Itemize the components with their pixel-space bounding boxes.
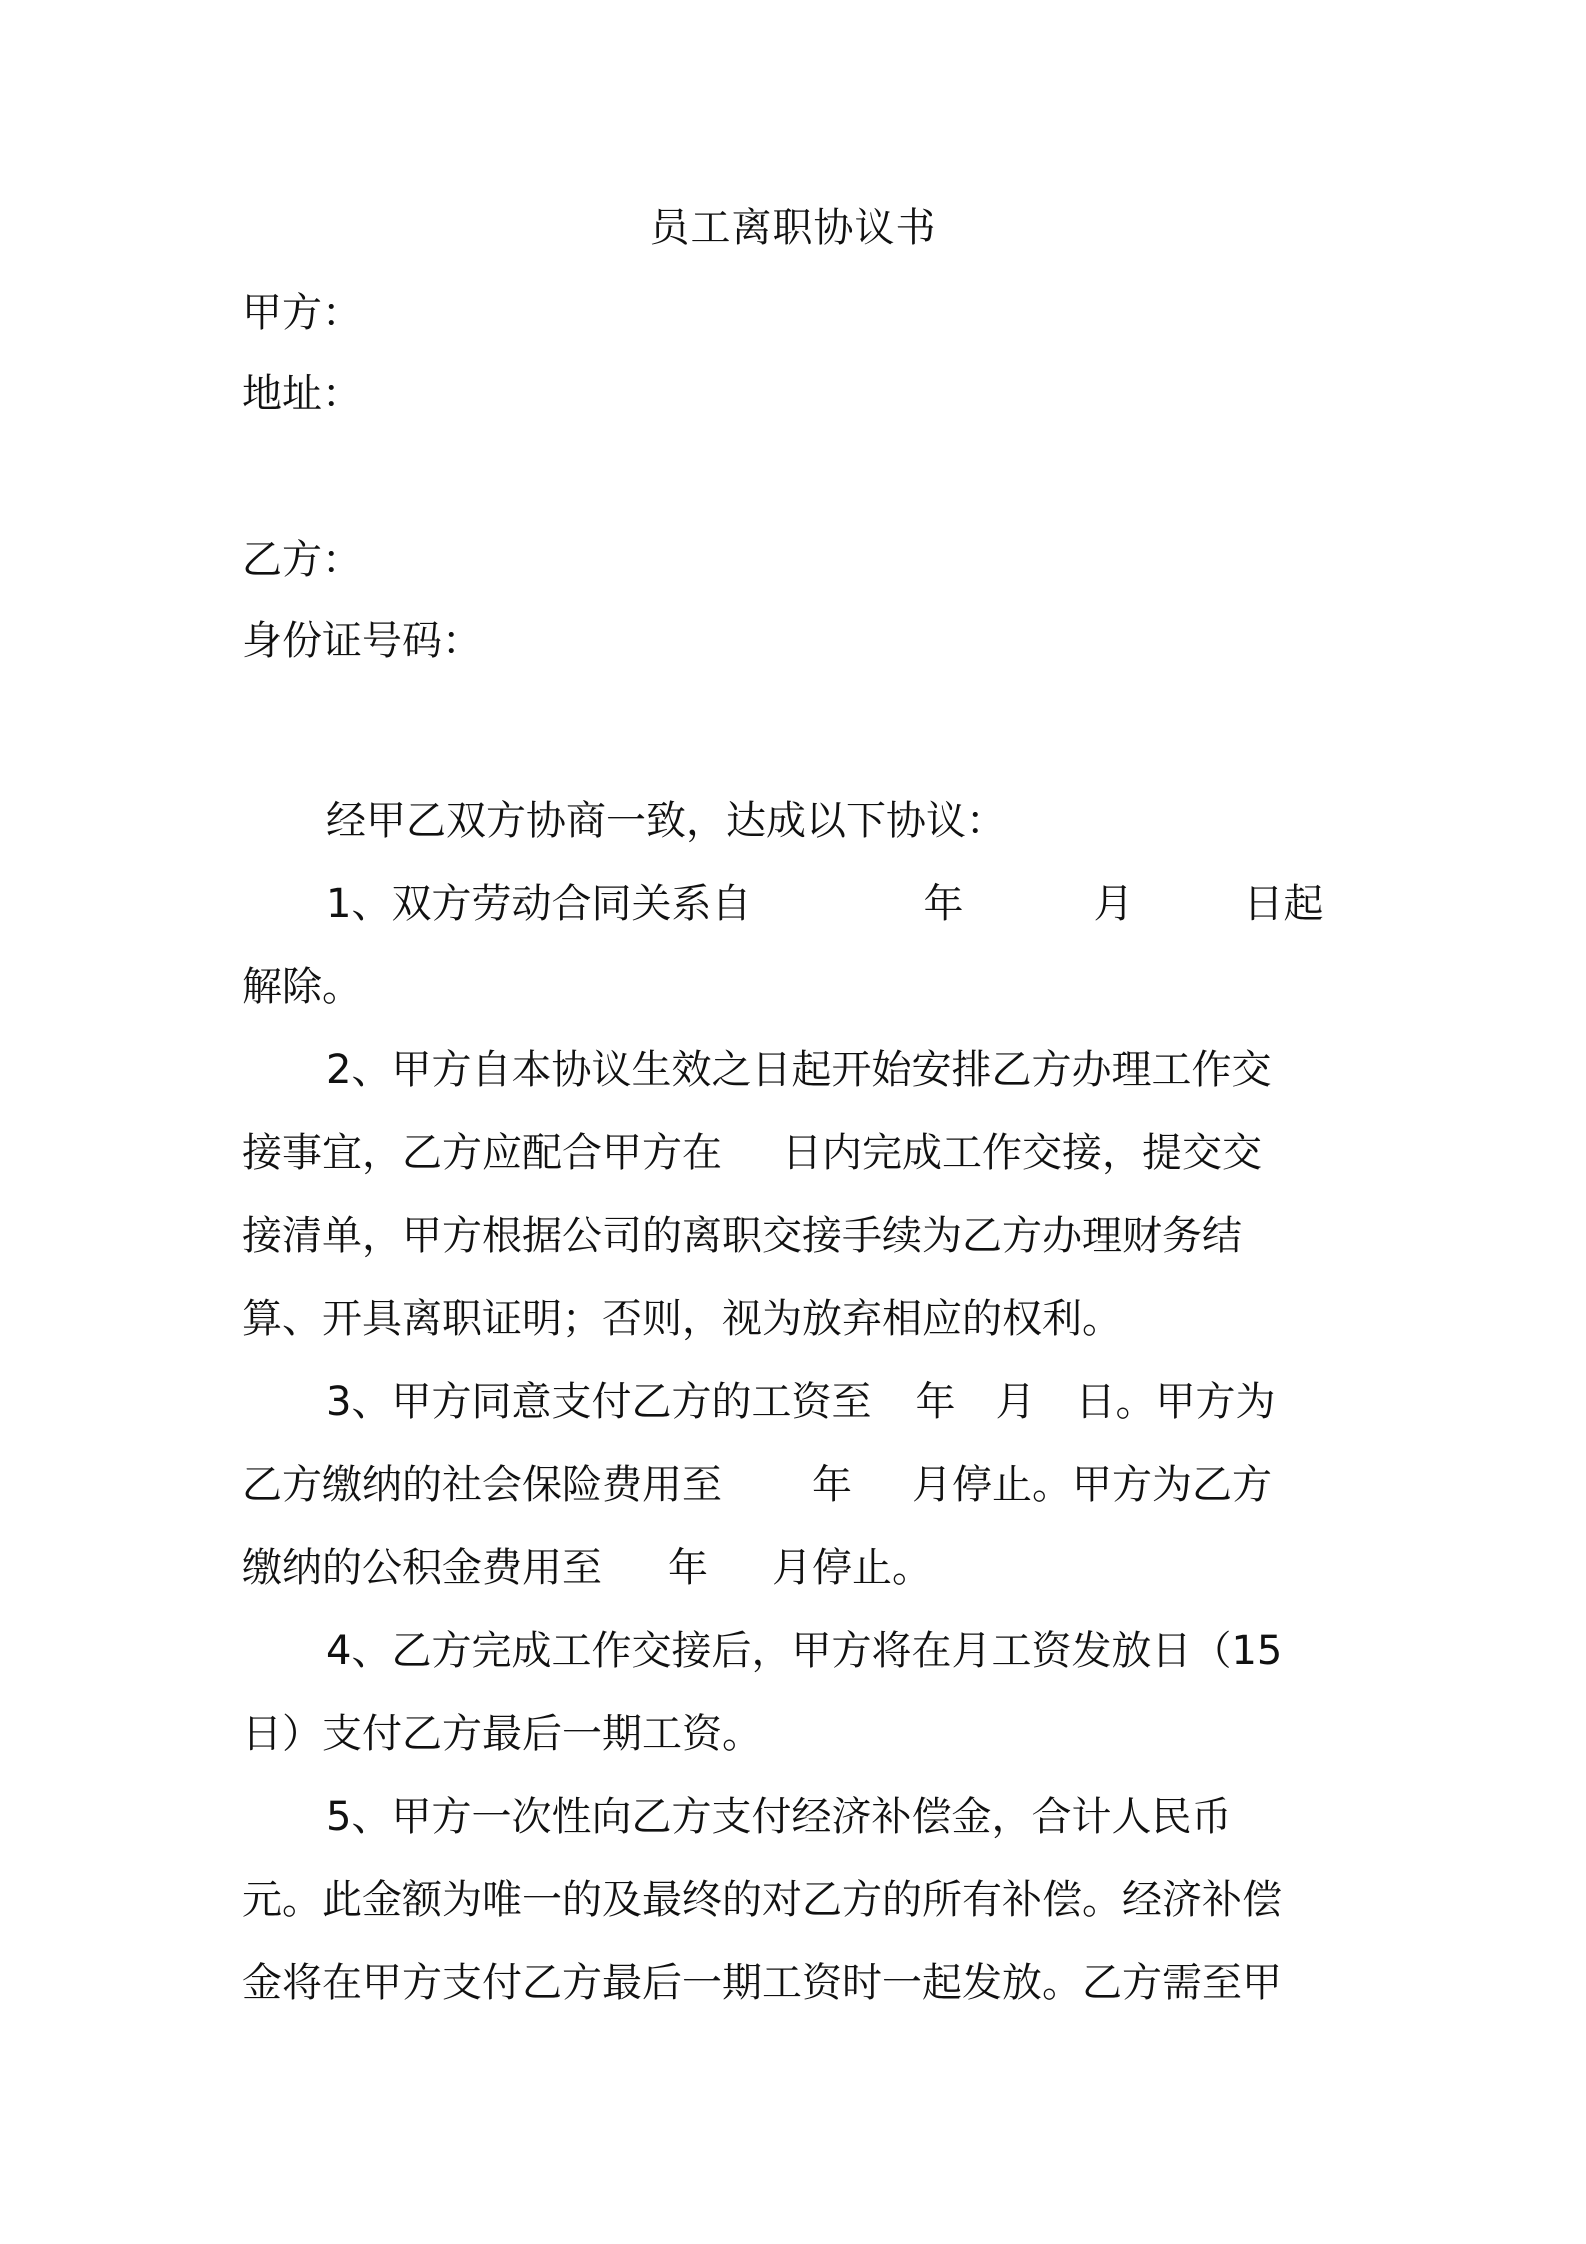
month-label: 月 [1093,881,1134,927]
clause-2-line-1: 2、甲方自本协议生效之日起开始安排乙方办理工作交 [326,1047,1272,1093]
clause-3-text-e: 缴纳的公积金费用至 [242,1545,602,1591]
party-a-label: 甲方： [242,290,362,336]
clause-5-line-1: 5、甲方一次性向乙方支付经济补偿金，合计人民币 [326,1794,1232,1840]
clause-3-text-b: 日。甲方为 [1075,1379,1276,1425]
clause-3-text-c: 乙方缴纳的社会保险费用至 [242,1462,722,1508]
year-label: 年 [812,1462,852,1508]
year-label: 年 [915,1379,956,1425]
clause-2-line-3: 接清单，甲方根据公司的离职交接手续为乙方办理财务结 [242,1213,1242,1259]
clause-1-text: 1、双方劳动合同关系自 [326,881,752,927]
year-label: 年 [923,881,964,927]
intro-text: 经甲乙双方协商一致，达成以下协议： [326,798,1006,844]
id-number-label: 身份证号码： [242,618,482,664]
document-title: 员工离职协议书 [649,205,937,251]
clause-3-text-d: 月停止。甲方为乙方 [912,1462,1272,1508]
clause-1-line-2: 解除。 [242,964,362,1010]
clause-4-line-1: 4、乙方完成工作交接后，甲方将在月工资发放日（15 [326,1628,1283,1674]
clause-4-line-2: 日）支付乙方最后一期工资。 [242,1711,762,1757]
clause-2-text-a: 接事宜，乙方应配合甲方在 [242,1130,722,1176]
clause-3-text-f: 月停止。 [772,1545,932,1591]
clause-3-line-3 [242,1527,1350,1610]
party-b-label: 乙方： [242,537,362,583]
day-label: 日起 [1243,881,1324,927]
clause-3-line-2 [242,1444,1350,1527]
clause-3-text-a: 3、甲方同意支付乙方的工资至 [326,1379,872,1425]
clause-1-line-1 [242,863,1350,946]
year-label: 年 [668,1545,708,1591]
month-label: 月 [995,1379,1036,1425]
clause-2-text-b: 日内完成工作交接，提交交 [782,1130,1262,1176]
clause-2-line-4: 算、开具离职证明；否则，视为放弃相应的权利。 [242,1296,1122,1342]
clause-5-line-3: 金将在甲方支付乙方最后一期工资时一起发放。乙方需至甲 [242,1960,1282,2006]
agreement-body [242,780,1350,2025]
clause-3-line-1 [242,1361,1350,1444]
clause-2-line-2 [242,1112,1350,1195]
address-label: 地址： [242,371,362,417]
clause-5-line-2: 元。此金额为唯一的及最终的对乙方的所有补偿。经济补偿 [242,1877,1282,1923]
